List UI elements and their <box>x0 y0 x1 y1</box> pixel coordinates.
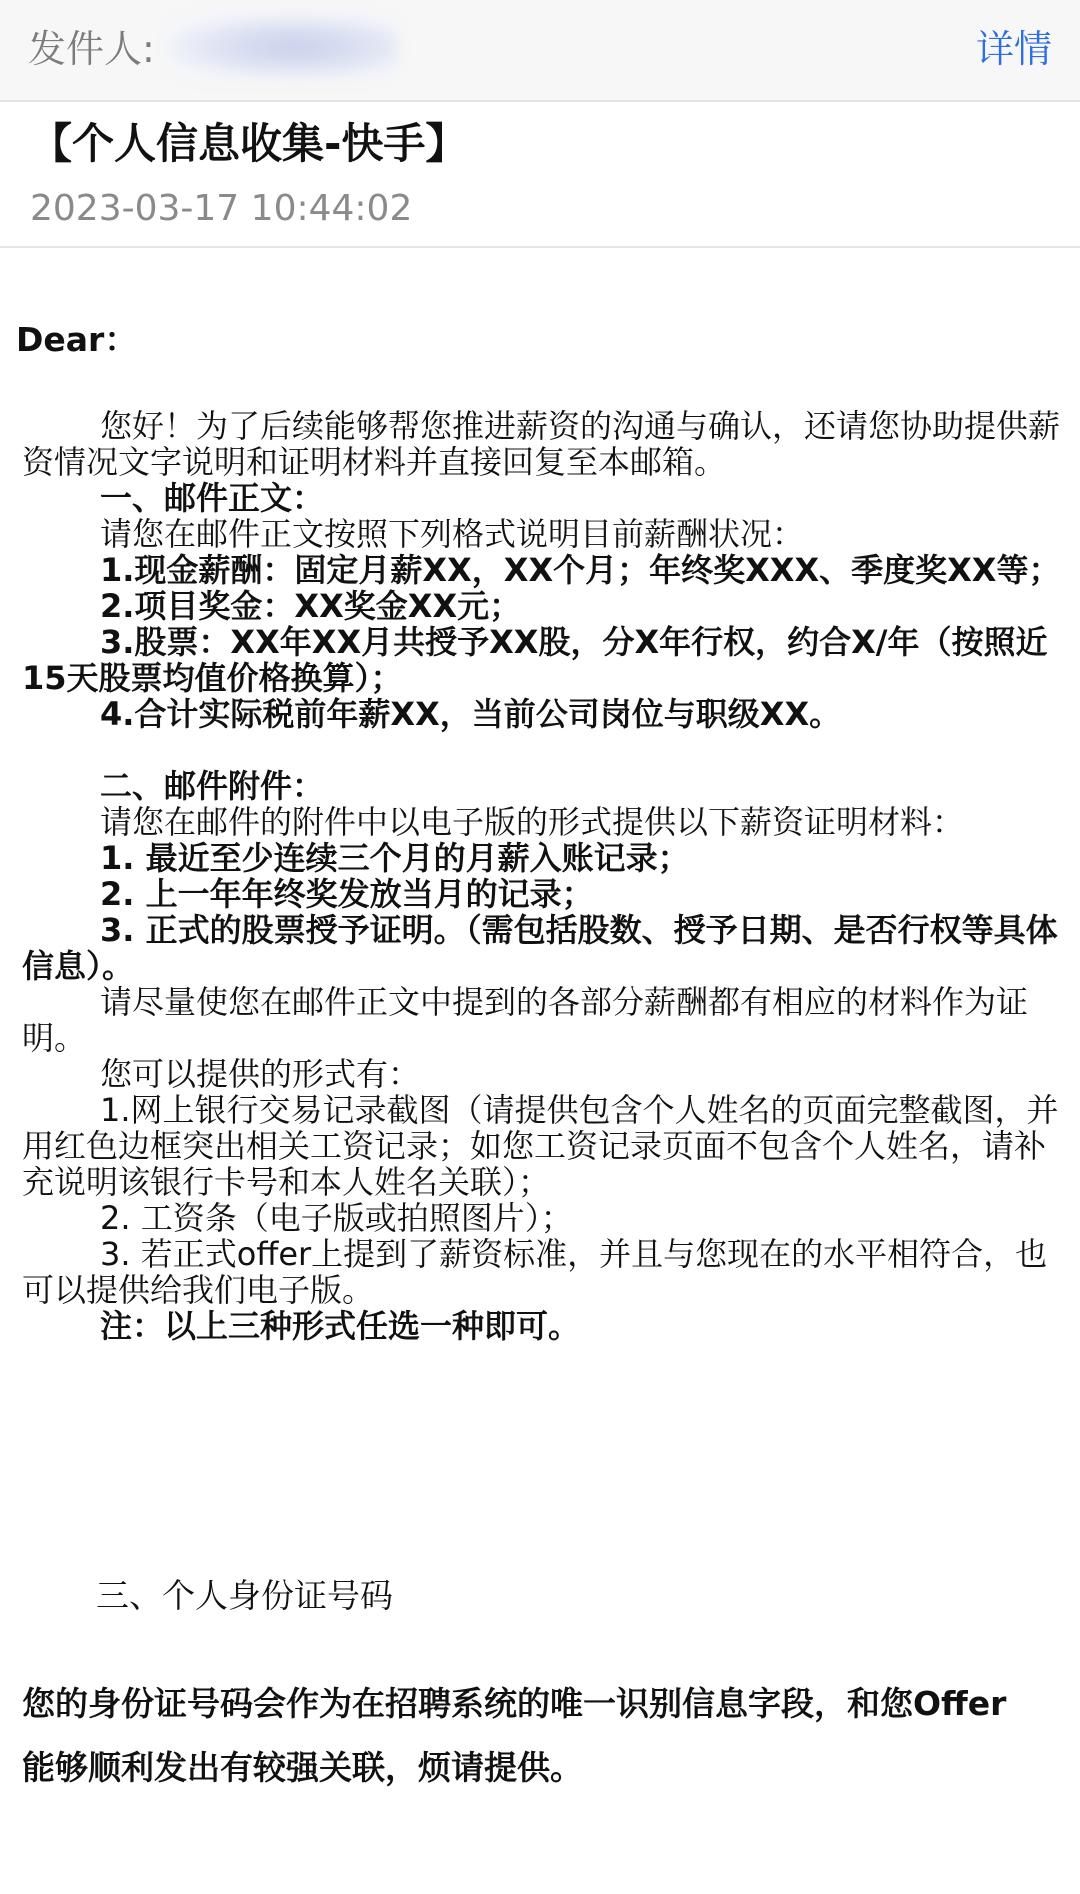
attach-item-1: 1. 最近至少连续三个月的月薪入账记录； <box>100 839 690 877</box>
forms-intro: 您可以提供的形式有： <box>100 1055 421 1093</box>
attach-item-2: 2. 上一年年终奖发放当月的记录； <box>100 875 594 913</box>
section3-heading: 三、个人身份证号码 <box>96 1576 393 1615</box>
header-divider <box>0 246 1080 248</box>
sender-header <box>0 0 1080 102</box>
section1-heading: 一、邮件正文： <box>100 479 325 517</box>
form-2: 2. 工资条（电子版或拍照图片）； <box>100 1199 573 1237</box>
item-stock: 3.股票：XX年XX月共授予XX股，分X年行权，约合X/年（按照近15天股票均值价格换算）； <box>22 623 1048 697</box>
closing-paragraph: 您的身份证号码会作为在招聘系统的唯一识别信息字段，和您Offer能够顺利发出有较强关联，烦请提供。 <box>22 1684 1007 1787</box>
sender-label: 发件人: <box>28 27 155 71</box>
spacer <box>22 732 1062 768</box>
form-3: 3. 若正式offer上提到了薪资标准，并且与您现在的水平相符合，也可以提供给我们电子版。 <box>22 1235 1048 1309</box>
form-1: 1.网上银行交易记录截图（请提供包含个人姓名的页面完整截图，并用红色边框突出相关工资记录；如您工资记录页面不包含个人姓名，请补充说明该银行卡号和本人姓名关联）； <box>22 1091 1059 1201</box>
forms-note: 注：以上三种形式任选一种即可。 <box>100 1307 581 1345</box>
sender-name-blurred[interactable] <box>168 14 398 80</box>
greeting: Dear： <box>16 320 138 359</box>
email-text <box>22 408 1062 1344</box>
item-total: 4.合计实际税前年薪XX，当前公司岗位与职级XX。 <box>100 695 842 733</box>
email-timestamp: 2023-03-17 10:44:02 <box>30 188 413 229</box>
attach-item-3: 3. 正式的股票授予证明。（需包括股数、授予日期、是否行权等具体信息）。 <box>22 911 1058 985</box>
section2-heading: 二、邮件附件： <box>100 767 325 805</box>
details-link[interactable]: 详情 <box>975 27 1052 71</box>
section2-instruction: 请您在邮件的附件中以电子版的形式提供以下薪资证明材料： <box>100 803 965 841</box>
item-bonus: 2.项目奖金：XX奖金XX元； <box>100 587 522 625</box>
section1-instruction: 请您在邮件正文按照下列格式说明目前薪酬状况： <box>100 515 805 553</box>
item-cash: 1.现金薪酬：固定月薪XX，XX个月；年终奖XXX、季度奖XX等； <box>100 551 1061 589</box>
evidence-note: 请尽量使您在邮件正文中提到的各部分薪酬都有相应的材料作为证明。 <box>22 983 1029 1057</box>
email-subject: 【个人信息收集-快手】 <box>30 119 468 168</box>
intro-paragraph: 您好！为了后续能够帮您推进薪资的沟通与确认，还请您协助提供薪资情况文字说明和证明材料并直接回复至本邮箱。 <box>22 407 1061 481</box>
